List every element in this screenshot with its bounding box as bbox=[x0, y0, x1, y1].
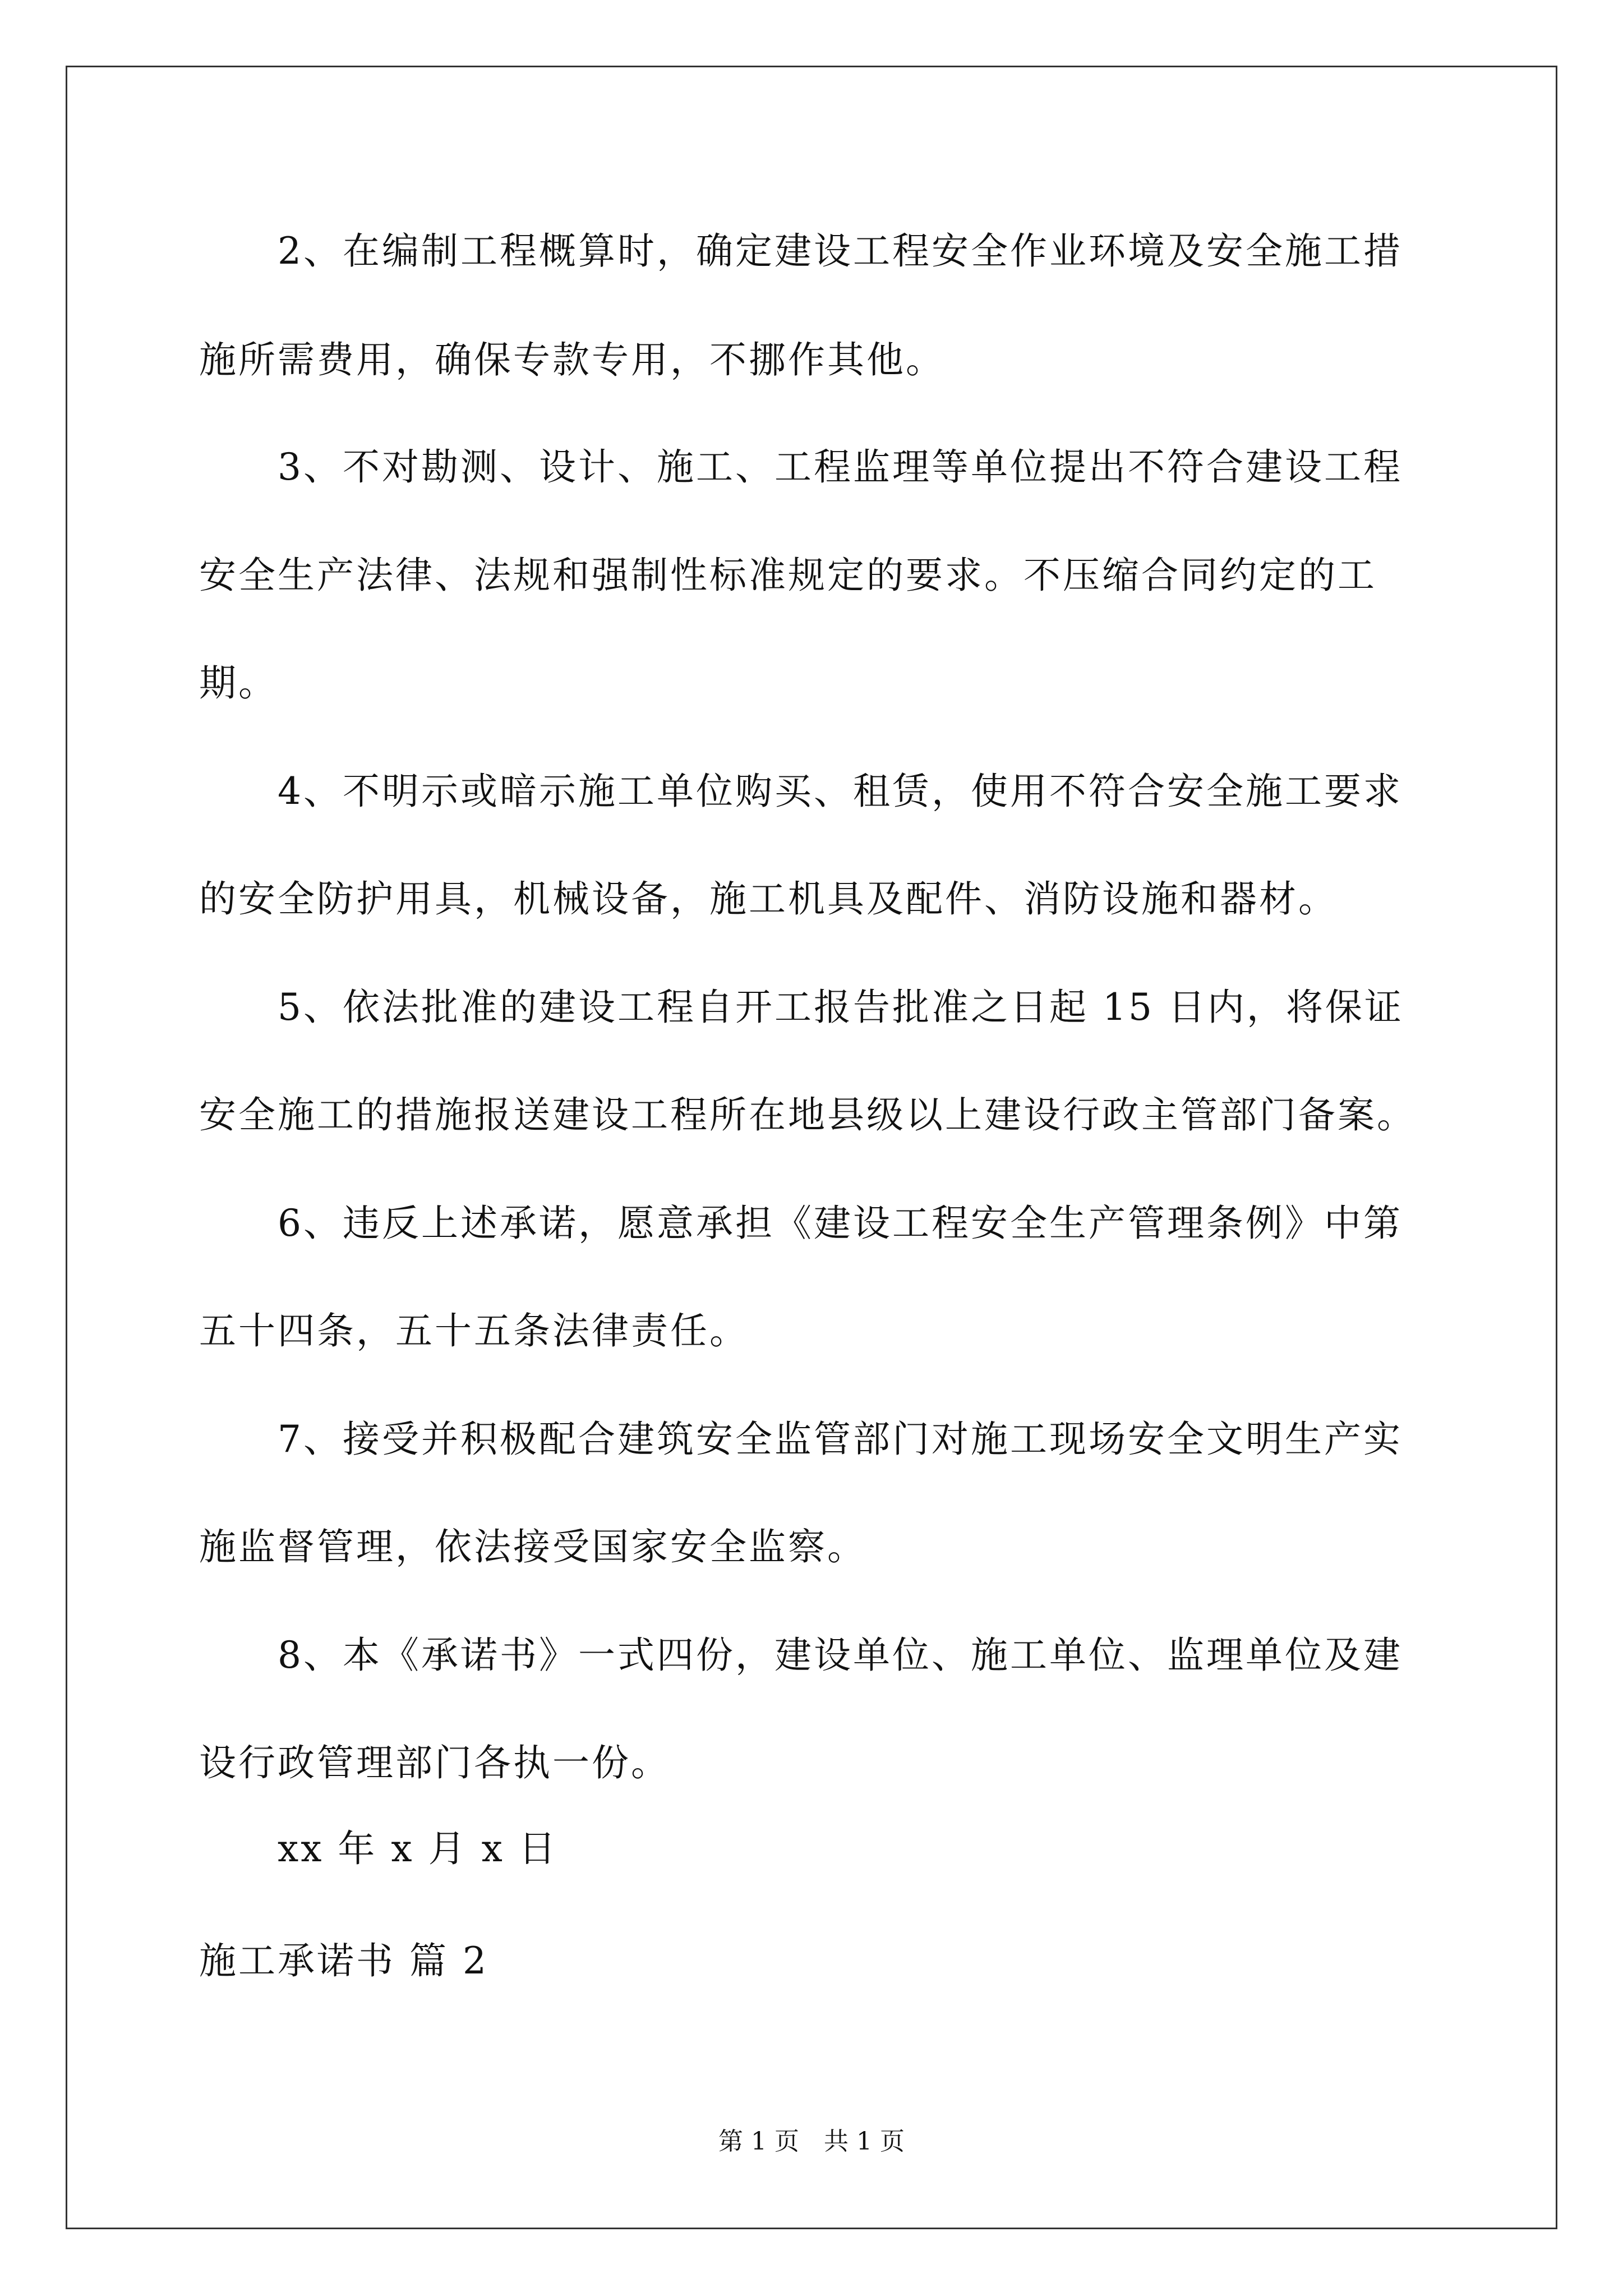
paragraph-5-line-1: 5、依法批准的建设工程自开工报告批准之日起 15 日内，将保证 bbox=[278, 986, 1404, 1029]
paragraph-5-line-2: 安全施工的措施报送建设工程所在地县级以上建设行政主管部门备案。 bbox=[199, 1093, 1416, 1137]
date-line: xx 年 x 月 x 日 bbox=[278, 1827, 558, 1870]
paragraph-2-line-2: 施所需费用，确保专款专用，不挪作其他。 bbox=[199, 338, 945, 381]
paragraph-3-line-3: 期。 bbox=[199, 661, 278, 705]
paragraph-7-line-1: 7、接受并积极配合建筑安全监管部门对施工现场安全文明生产实 bbox=[278, 1418, 1403, 1461]
paragraph-8-line-2: 设行政管理部门各执一份。 bbox=[199, 1741, 670, 1784]
paragraph-2-line-1: 2、在编制工程概算时，确定建设工程安全作业环境及安全施工措 bbox=[278, 229, 1403, 273]
paragraph-3-line-1: 3、不对勘测、设计、施工、工程监理等单位提出不符合建设工程 bbox=[278, 445, 1403, 489]
paragraph-7-line-2: 施监督管理，依法接受国家安全监察。 bbox=[199, 1525, 866, 1568]
paragraph-6-line-1: 6、违反上述承诺，愿意承担《建设工程安全生产管理条例》中第 bbox=[278, 1202, 1403, 1245]
paragraph-3-line-2: 安全生产法律、法规和强制性标准规定的要求。不压缩合同约定的工 bbox=[199, 554, 1377, 597]
paragraph-6-line-2: 五十四条，五十五条法律责任。 bbox=[199, 1309, 749, 1352]
paragraph-8-line-1: 8、本《承诺书》一式四份，建设单位、施工单位、监理单位及建 bbox=[278, 1634, 1403, 1677]
paragraph-4-line-1: 4、不明示或暗示施工单位购买、租赁，使用不符合安全施工要求 bbox=[278, 770, 1403, 813]
section-heading: 施工承诺书 篇 2 bbox=[199, 1939, 488, 1982]
paragraph-4-line-2: 的安全防护用具，机械设备，施工机具及配件、消防设施和器材。 bbox=[199, 877, 1338, 921]
page-footer: 第 1 页 共 1 页 bbox=[718, 2127, 905, 2156]
page-border bbox=[66, 66, 1557, 2229]
